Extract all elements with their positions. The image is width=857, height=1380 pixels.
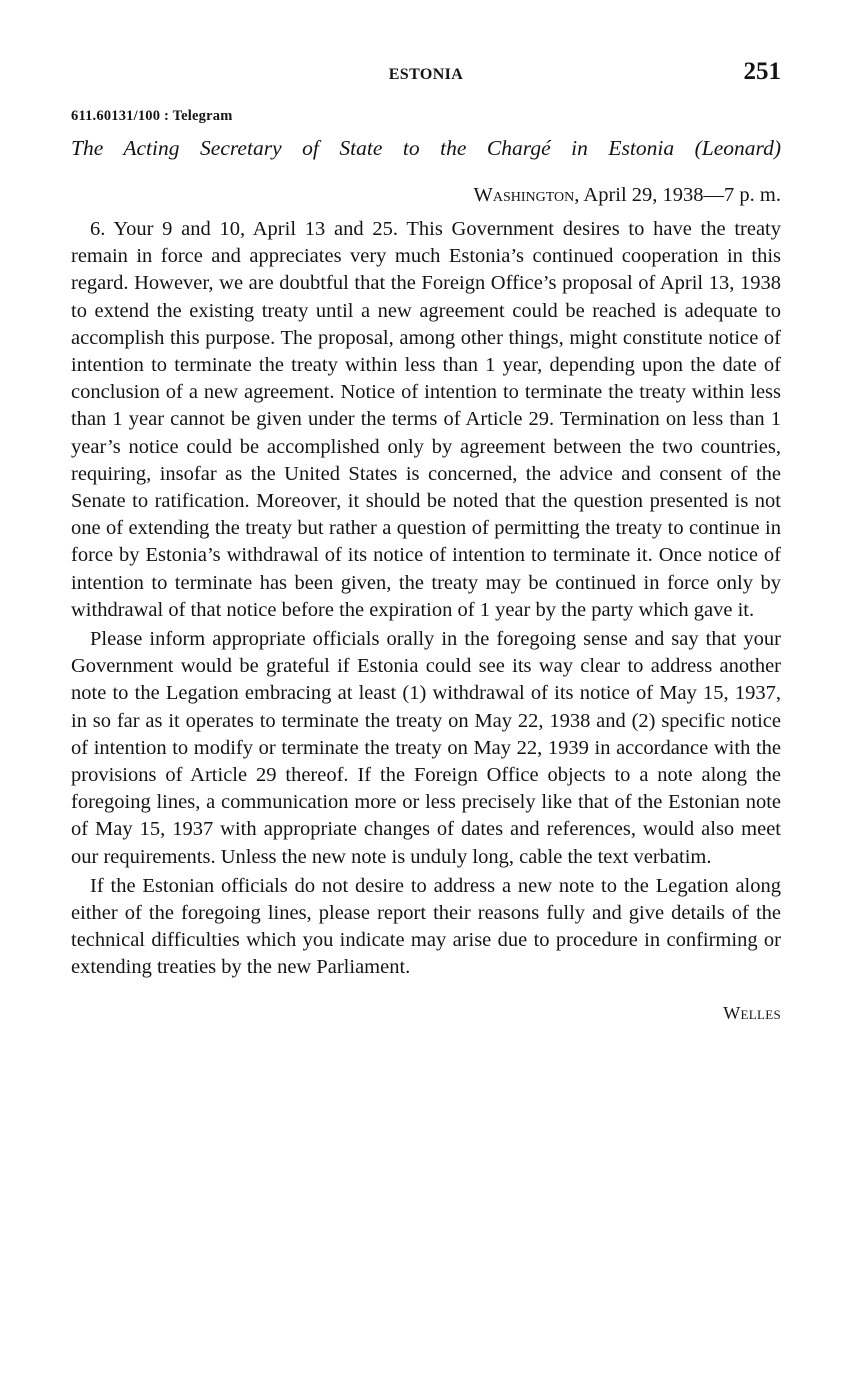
paragraph-3: If the Estonian officials do not desire to address a new note to the Legation along either of the foregoing lines, please report their reasons fully and give details of the technical difficulties which you indicate may arise due to procedure in confirming or extending treaties by the new Parliament.: [71, 874, 781, 979]
dateline: [71, 181, 781, 209]
paragraph-2: Please inform appropriate officials orally in the foregoing sense and say that your Government would be grateful if Estonia could see its way clear to address another note to the Legation embracing at least (1) withdrawal of its notice of May 15, 1937, in so far as it operates to terminate the treaty on May 22, 1938 and (2) specific notice of intention to modify or terminate the treaty on May 22, 1939 in accordance with the provisions of Article 29 thereof. If the Foreign Office objects to a note along the foregoing lines, a communication more or less precisely like that of the Estonian note of May 15, 1937 with appropriate changes of dates and references, would also meet our requirements. Unless the new note is unduly long, cable the text verbatim.: [71, 628, 781, 868]
page-number: 251: [743, 58, 781, 85]
signature: Welles: [723, 1002, 781, 1023]
file-reference: 611.60131/100 : Telegram: [71, 108, 233, 124]
dateline-date: , April 29, 1938—7 p. m.: [574, 184, 781, 206]
dateline-place: Washington: [473, 184, 575, 206]
document-page: [71, 58, 781, 1024]
document-heading: The Acting Secretary of State to the Chargé in Estonia (Leonard): [71, 136, 781, 160]
running-title: ESTONIA: [388, 66, 464, 83]
body-text: [71, 216, 781, 982]
paragraph-1: 6. Your 9 and 10, April 13 and 25. This Government desires to have the treaty remain in force and appreciates very much Estonia’s continued cooperation in this regard. However, we are doubtful that the Foreign Office’s proposal of April 13, 1938 to extend the existing treaty until a new agreement could be reached is adequate to accomplish this purpose. The proposal, among other things, might constitute notice of intention to terminate the treaty within less than 1 year, depending upon the date of conclusion of a new agreement. Notice of intention to terminate the treaty within less than 1 year cannot be given under the terms of Article 29. Termination on less than 1 year’s notice could be accomplished only by agreement between the two countries, requiring, insofar as the United States is concerned, the advice and consent of the Senate to ratification. Moreover, it should be noted that the question presented is not one of extending the treaty but rather a question of permitting the treaty to continue in force by Estonia’s withdrawal of its notice of intention to terminate it. Once notice of intention to terminate has been given, the treaty may be continued in force only by withdrawal of that notice before the expiration of 1 year by the party which gave it.: [71, 218, 781, 621]
running-head: [71, 58, 781, 94]
